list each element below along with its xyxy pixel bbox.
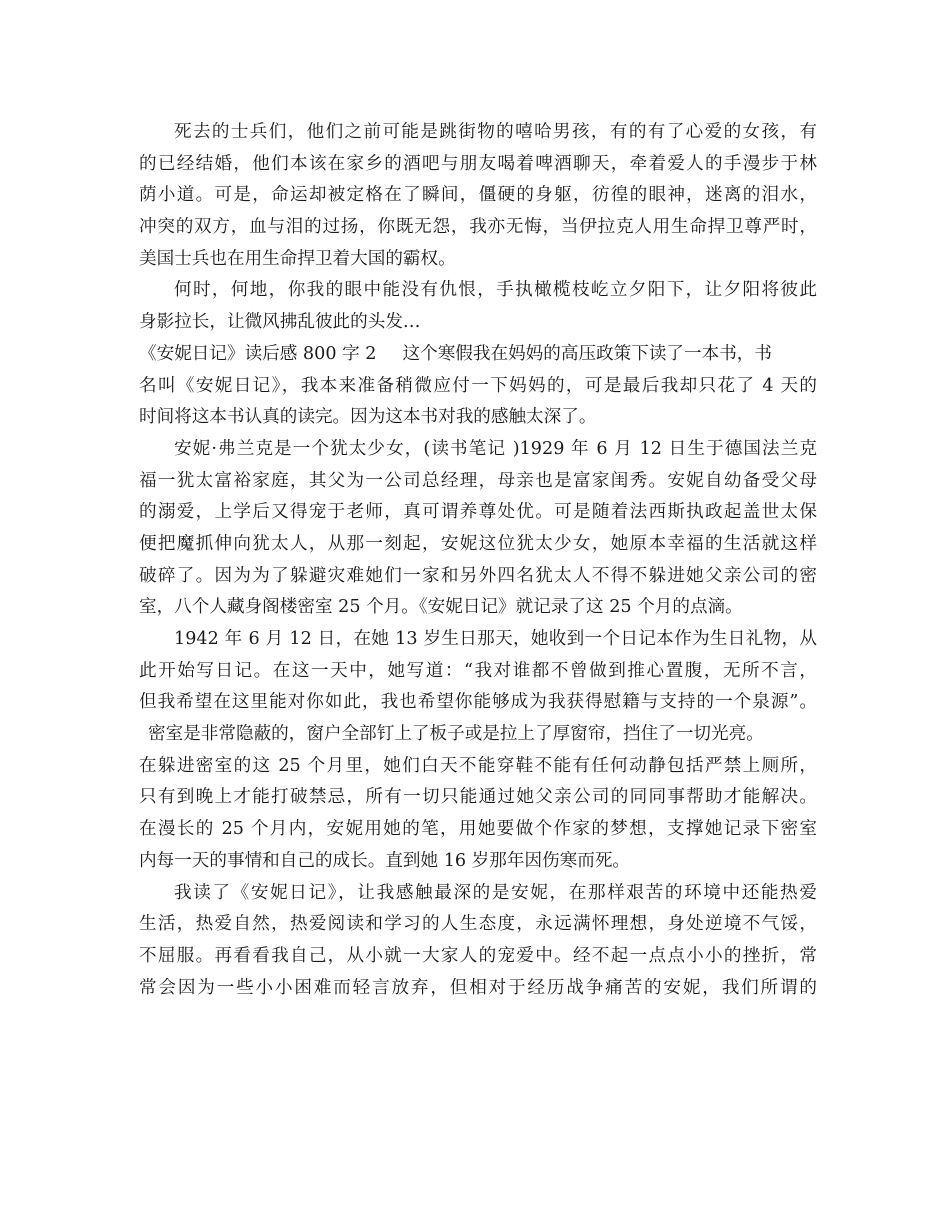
text-line: 我读了《安妮日记》，让我感触最深的是安妮，在那样艰苦的环境中还能热爱: [174, 882, 817, 903]
text-line: 在躲进密室的这 25 个月里，她们白天不能穿鞋不能有任何动静包括严禁上厕所，: [139, 755, 817, 776]
text-line: 在漫长的 25 个月内，安妮用她的笔，用她要做个作家的梦想，支撑她记录下密室: [139, 819, 817, 840]
text-line: 美国士兵也在用生命捍卫着大国的霸权。: [139, 248, 456, 269]
text-line: 但我希望在这里能对你如此，我也希望你能够成为我获得慰籍与支持的一个泉源”。: [139, 692, 817, 713]
text-line: 死去的士兵们，他们之前可能是跳街物的嘻哈男孩，有的有了心爱的女孩，有: [174, 122, 817, 142]
text-line: 室，八个人藏身阁楼密室 25 个月。《安妮日记》就记录了这 25 个月的点滴。: [139, 597, 743, 618]
text-line: 这个寒假我在妈妈的高压政策下读了一本书，书: [402, 343, 772, 364]
text-line: 安妮·弗兰克是一个犹太少女，(读书笔记 )1929 年 6 月 12 日生于德国法兰克: [174, 438, 817, 459]
text-line: 1942 年 6 月 12 日，在她 13 岁生日那天，她收到一个日记本作为生日礼物，从: [174, 629, 817, 649]
text-line: 身影拉长，让微风拂乱彼此的头发…: [139, 312, 421, 333]
text-line: 便把魔抓伸向犹太人，从那一刻起，安妮这位犹太少女，她原本幸福的生活就这样: [139, 533, 817, 554]
text-line: 密室是非常隐蔽的，窗户全部钉上了板子或是拉上了厚窗帘，挡住了一切光亮。: [148, 724, 764, 745]
text-line: 不屈服。再看看我自己，从小就一大家人的宠爱中。经不起一点点小小的挫折，常: [139, 945, 817, 966]
text-line: 常会因为一些小小困难而轻言放弃，但相对于经历战争痛苦的安妮，我们所谓的: [139, 977, 817, 998]
text-line: 内每一天的事情和自己的成长。直到她 16 岁那年因伤寒而死。: [139, 850, 631, 871]
text-line: 名叫《安妮日记》，我本来准备稍微应付一下妈妈的，可是最后我却只花了 4 天的: [139, 375, 817, 396]
article-heading: 《安妮日记》读后感 800 字 2: [139, 343, 377, 364]
heading-line: [139, 339, 817, 371]
text-line: 生活，热爱自然，热爱阅读和学习的人生态度，永远满怀理想，身处逆境不气馁，: [139, 914, 817, 935]
text-line: 的溺爱，上学后又得宠于老师，真可谓养尊处优。可是随着法西斯执政起盖世太保: [139, 502, 817, 523]
text-line: 福一犹太富裕家庭，其父为一公司总经理，母亲也是富家闺秀。安妮自幼备受父母: [139, 470, 817, 491]
text-line: 冲突的双方，血与泪的过扬，你既无怨，我亦无悔，当伊拉克人用生命捍卫尊严时，: [139, 217, 817, 238]
text-line: 破碎了。因为为了躲避灾难她们一家和另外四名犹太人不得不躲进她父亲公司的密: [139, 565, 817, 586]
text-line: 的已经结婚，他们本该在家乡的酒吧与朋友喝着啤酒聊天，牵着爱人的手漫步于林: [139, 153, 817, 174]
text-line: 只有到晚上才能打破禁忌，所有一切只能通过她父亲公司的同同事帮助才能解决。: [139, 787, 817, 808]
text-line: 何时，何地，你我的眼中能没有仇恨，手执橄榄枝屹立夕阳下，让夕阳将彼此: [174, 280, 817, 301]
text-line: 时间将这本书认真的读完。因为这本书对我的感触太深了。: [139, 407, 597, 428]
text-line: 荫小道。可是，命运却被定格在了瞬间，僵硬的身躯，彷徨的眼神，迷离的泪水，: [139, 185, 817, 206]
article-body: [139, 117, 817, 1004]
text-line: 此开始写日记。在这一天中，她写道：“我对谁都不曾做到推心置腹，无所不言，: [139, 660, 817, 681]
